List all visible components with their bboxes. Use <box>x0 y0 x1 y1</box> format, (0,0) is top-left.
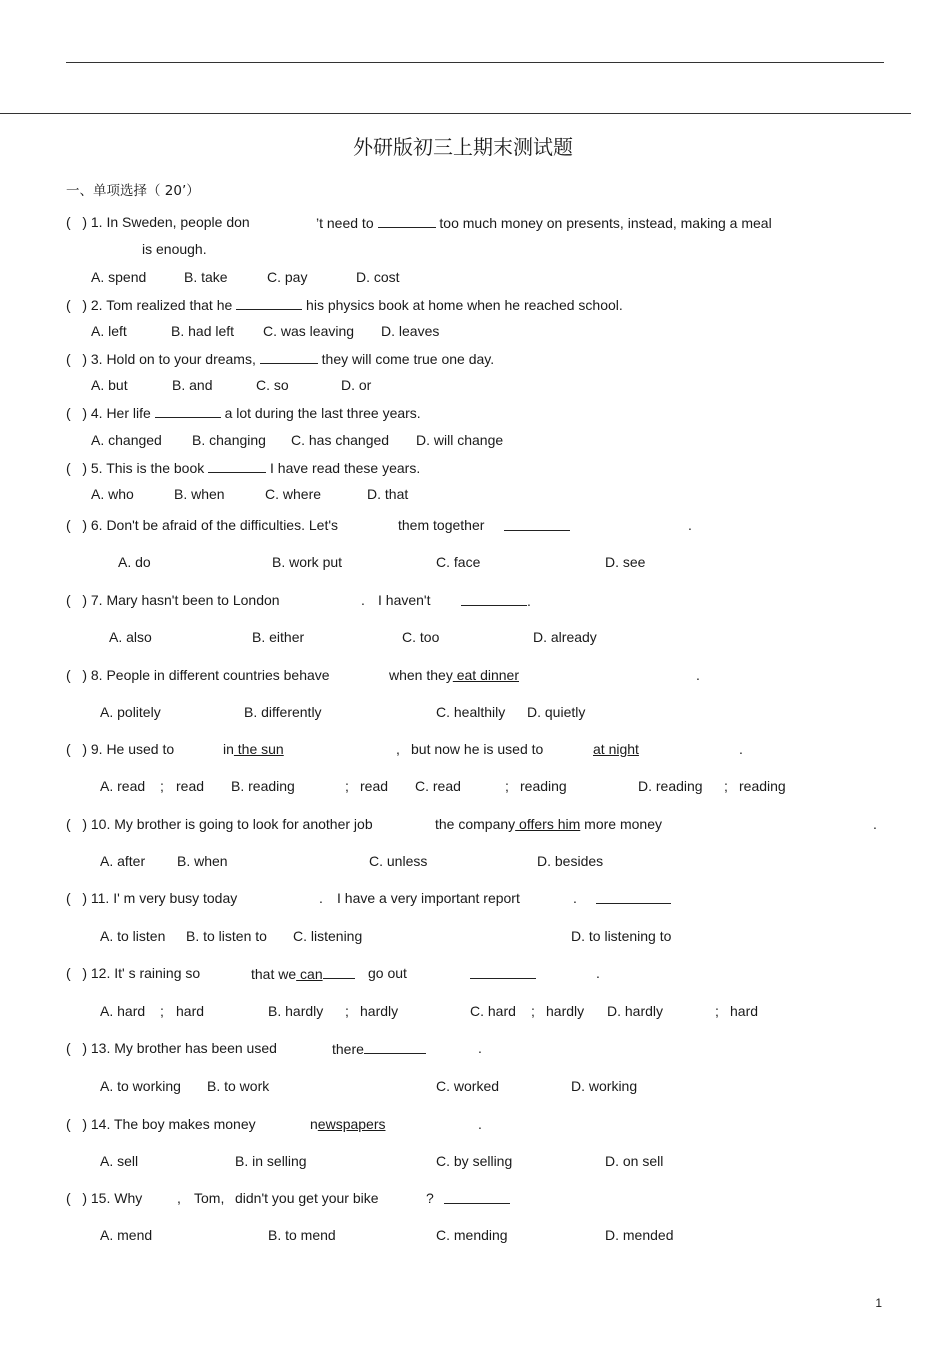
question-1-wrap: is enough. <box>142 241 207 257</box>
question-12-cont2: go out <box>368 965 407 981</box>
option: A. also <box>109 629 152 645</box>
question-8: ( ) 8. People in different countries behave <box>66 667 330 683</box>
option: C. by selling <box>436 1153 513 1169</box>
option: D. besides <box>537 853 604 869</box>
question-4: ( ) 4. Her life a lot during the last three years. <box>66 405 421 421</box>
option: B. when <box>174 486 225 502</box>
question-9: ( ) 9. He used to <box>66 741 175 757</box>
option: A. do <box>118 554 151 570</box>
question-9-comma: , <box>396 741 400 757</box>
question-12: ( ) 12. It' s raining so <box>66 965 201 981</box>
option: C. where <box>265 486 322 502</box>
option: B. to listen to <box>186 928 267 944</box>
option: C. healthily <box>436 704 506 720</box>
option: A. after <box>100 853 146 869</box>
option: ; <box>345 1003 349 1019</box>
question-7-cont: I haven't <box>378 592 431 608</box>
option: A. to listen <box>100 928 166 944</box>
question-10-cont: the company offers him more money <box>435 816 662 832</box>
question-1-cont: ’t need to too much money on presents, instead, making a meal <box>316 215 772 231</box>
option: A. to working <box>100 1078 181 1094</box>
answer-blank <box>596 889 671 908</box>
option: D. reading <box>638 778 703 794</box>
option: D. hardly <box>607 1003 664 1019</box>
option: B. hardly <box>268 1003 324 1019</box>
question-10-end: . <box>873 816 877 832</box>
question-13-cont: there <box>332 1039 426 1058</box>
option: ; <box>160 778 164 794</box>
option: C. unless <box>369 853 428 869</box>
question-15-cont: Tom, <box>194 1190 225 1206</box>
option: read <box>176 778 205 794</box>
option: B. take <box>184 269 228 285</box>
option: B. work put <box>272 554 343 570</box>
option: ; <box>715 1003 719 1019</box>
question-3: ( ) 3. Hold on to your dreams, they will come true one day. <box>66 351 495 367</box>
option: B. and <box>172 377 213 393</box>
option: D. see <box>605 554 646 570</box>
header-rule-top <box>66 62 884 63</box>
question-13-end: . <box>478 1040 482 1056</box>
option: hardly <box>360 1003 399 1019</box>
question-2: ( ) 2. Tom realized that he his physics book at home when he reached school. <box>66 297 623 313</box>
question-9-cont2: but now he is used to <box>411 741 544 757</box>
option: A. but <box>91 377 128 393</box>
option: A. who <box>91 486 134 502</box>
option: D. or <box>341 377 372 393</box>
option: B. changing <box>192 432 266 448</box>
question-1: ( ) 1. In Sweden, people don <box>66 214 250 230</box>
question-13: ( ) 13. My brother has been used <box>66 1040 277 1056</box>
option: ; <box>160 1003 164 1019</box>
question-7-dot: . <box>361 592 365 608</box>
question-11-cont: I have a very important report <box>337 890 520 906</box>
answer-blank <box>155 403 221 418</box>
option: A. mend <box>100 1227 153 1243</box>
page-number: 1 <box>875 1296 882 1310</box>
question-15-cont2: didn't you get your bike <box>235 1190 379 1206</box>
option: D. leaves <box>381 323 440 339</box>
question-9-end: . <box>739 741 743 757</box>
option: C. hard <box>470 1003 516 1019</box>
question-14-end: . <box>478 1116 482 1132</box>
option: B. had left <box>171 323 235 339</box>
option: read <box>360 778 389 794</box>
option: ; <box>531 1003 535 1019</box>
question-15-q: ? <box>426 1190 434 1206</box>
question-12-cont: that we can <box>251 964 355 983</box>
page-title: 外研版初三上期末测试题 <box>353 135 573 159</box>
question-11-dot: . <box>319 890 323 906</box>
question-15: ( ) 15. Why <box>66 1190 143 1206</box>
option: C. pay <box>267 269 308 285</box>
option: B. to mend <box>268 1227 336 1243</box>
option: B. differently <box>244 704 322 720</box>
option: B. either <box>252 629 305 645</box>
answer-blank <box>236 295 302 310</box>
option: reading <box>520 778 567 794</box>
option: A. read <box>100 778 146 794</box>
option: C. face <box>436 554 481 570</box>
option: B. in selling <box>235 1153 307 1169</box>
question-9-cont: in the sun <box>223 741 284 757</box>
question-8-end: . <box>696 667 700 683</box>
question-14-cont: newspapers <box>310 1116 386 1132</box>
question-14: ( ) 14. The boy makes money <box>66 1116 256 1132</box>
option: A. politely <box>100 704 161 720</box>
question-6: ( ) 6. Don't be afraid of the difficulties. Let's <box>66 517 339 533</box>
option: C. was leaving <box>263 323 355 339</box>
option: D. cost <box>356 269 400 285</box>
option: C. so <box>256 377 289 393</box>
answer-blank: . <box>461 591 531 610</box>
option: A. changed <box>91 432 162 448</box>
option: C. listening <box>293 928 363 944</box>
option: ; <box>345 778 349 794</box>
option: C. has changed <box>291 432 390 448</box>
option: hard <box>730 1003 759 1019</box>
question-11-dot2: . <box>573 890 577 906</box>
option: C. read <box>415 778 461 794</box>
option: A. spend <box>91 269 147 285</box>
option: reading <box>739 778 786 794</box>
option: D. that <box>367 486 409 502</box>
option: ; <box>724 778 728 794</box>
option: B. to work <box>207 1078 270 1094</box>
option: D. on sell <box>605 1153 664 1169</box>
question-11: ( ) 11. I' m very busy today <box>66 890 238 906</box>
option: ; <box>505 778 509 794</box>
option: D. already <box>533 629 597 645</box>
option: A. sell <box>100 1153 139 1169</box>
option: hard <box>176 1003 205 1019</box>
question-6-cont: them together <box>398 517 485 533</box>
question-5: ( ) 5. This is the book I have read these years. <box>66 460 421 476</box>
answer-blank <box>504 516 570 535</box>
question-7: ( ) 7. Mary hasn't been to London <box>66 592 280 608</box>
option: B. when <box>177 853 228 869</box>
answer-blank <box>260 349 318 364</box>
option: B. reading <box>231 778 295 794</box>
question-10: ( ) 10. My brother is going to look for another job <box>66 816 373 832</box>
option: hardly <box>546 1003 585 1019</box>
header-rule-second <box>0 113 911 114</box>
option: C. mending <box>436 1227 508 1243</box>
option: A. left <box>91 323 127 339</box>
question-8-cont: when they eat dinner <box>389 667 519 683</box>
answer-blank <box>378 213 436 228</box>
question-9-cont3: at night <box>593 741 639 757</box>
question-15-comma: , <box>177 1190 181 1206</box>
option: D. quietly <box>527 704 586 720</box>
option: C. too <box>402 629 440 645</box>
question-12-end: . <box>596 965 600 981</box>
answer-blank <box>470 964 536 983</box>
answer-blank <box>208 458 266 473</box>
option: D. to listening to <box>571 928 672 944</box>
option: D. working <box>571 1078 638 1094</box>
answer-blank <box>444 1189 510 1208</box>
option: A. hard <box>100 1003 146 1019</box>
question-6-end: . <box>688 517 692 533</box>
option: C. worked <box>436 1078 500 1094</box>
option: D. will change <box>416 432 504 448</box>
section-heading: 一、单项选择（ 20’） <box>66 183 200 199</box>
option: D. mended <box>605 1227 674 1243</box>
